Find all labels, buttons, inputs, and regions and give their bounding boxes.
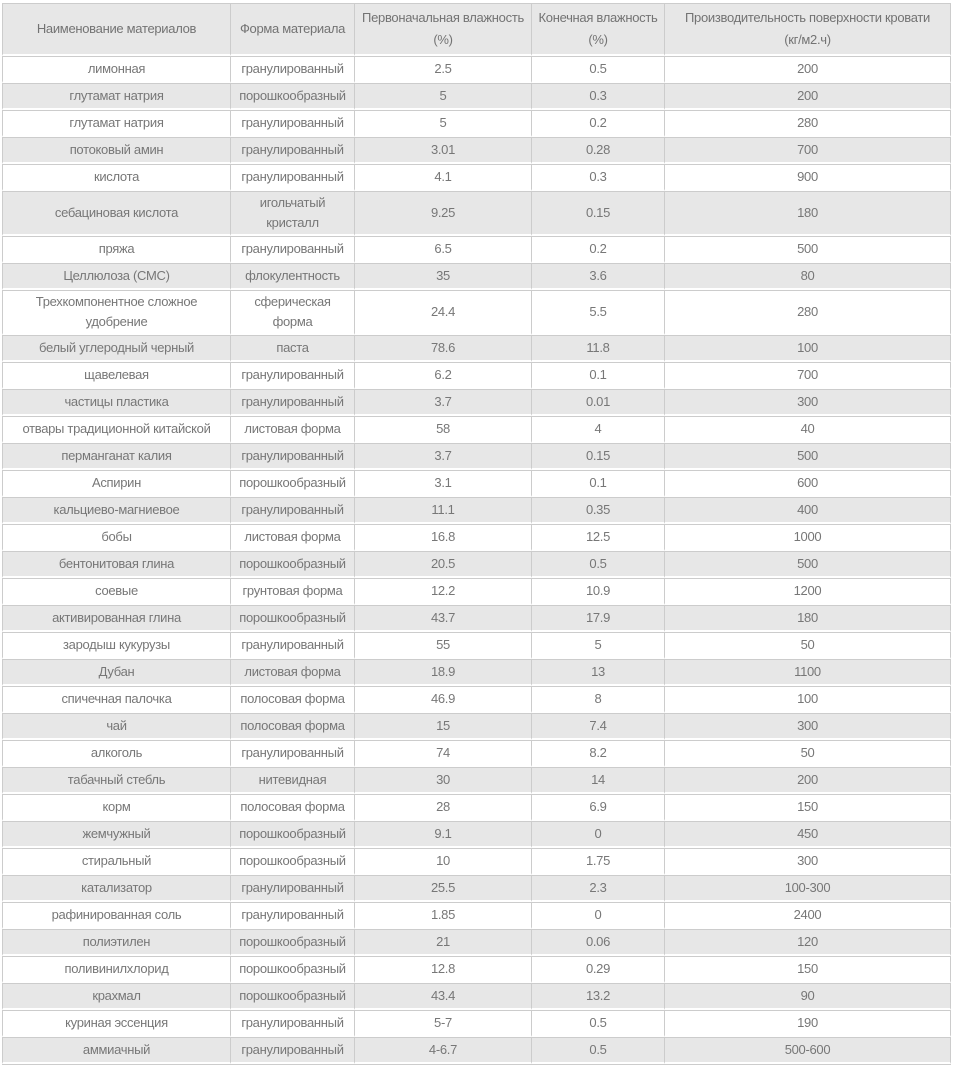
cell-material-name: жемчужный bbox=[2, 821, 231, 848]
column-header-5 bbox=[665, 3, 951, 56]
cell-material-name: табачный стебль bbox=[2, 767, 231, 794]
cell-material-name: поливинилхлорид bbox=[2, 956, 231, 983]
cell-final-moisture: 4 bbox=[532, 416, 665, 443]
cell-bed-surface-productivity: 100 bbox=[665, 335, 951, 362]
column-header-label: Наименование материалов bbox=[36, 21, 197, 36]
cell-final-moisture: 0.3 bbox=[532, 164, 665, 191]
cell-material-form: порошкообразный bbox=[231, 983, 355, 1010]
cell-material-name: кальциево-магниевое bbox=[2, 497, 231, 524]
cell-material-form: нитевидная bbox=[231, 767, 355, 794]
cell-bed-surface-productivity: 50 bbox=[665, 632, 951, 659]
cell-initial-moisture: 5 bbox=[355, 83, 532, 110]
cell-material-form: гранулированный bbox=[231, 56, 355, 83]
cell-material-form: гранулированный bbox=[231, 362, 355, 389]
table-row bbox=[2, 767, 951, 794]
table-row bbox=[2, 875, 951, 902]
cell-initial-moisture: 9.1 bbox=[355, 821, 532, 848]
cell-initial-moisture: 4.1 bbox=[355, 164, 532, 191]
cell-initial-moisture: 25.5 bbox=[355, 875, 532, 902]
cell-final-moisture: 0.5 bbox=[532, 1010, 665, 1037]
column-header-1 bbox=[2, 3, 231, 56]
cell-initial-moisture: 2.5 bbox=[355, 56, 532, 83]
cell-final-moisture: 0 bbox=[532, 821, 665, 848]
cell-final-moisture: 5.5 bbox=[532, 290, 665, 335]
cell-material-form: грунтовая форма bbox=[231, 578, 355, 605]
cell-material-form: гранулированный bbox=[231, 1010, 355, 1037]
cell-bed-surface-productivity: 40 bbox=[665, 416, 951, 443]
cell-bed-surface-productivity: 700 bbox=[665, 137, 951, 164]
column-header-label: Первоначальная влажность bbox=[362, 10, 524, 25]
cell-bed-surface-productivity: 80 bbox=[665, 263, 951, 290]
column-header-label: Производительность поверхности кровати bbox=[684, 10, 931, 25]
table-row bbox=[2, 137, 951, 164]
materials-table bbox=[2, 3, 951, 1065]
cell-bed-surface-productivity: 300 bbox=[665, 713, 951, 740]
cell-material-name: зародыш кукурузы bbox=[2, 632, 231, 659]
cell-initial-moisture: 16.8 bbox=[355, 524, 532, 551]
cell-initial-moisture: 6.2 bbox=[355, 362, 532, 389]
cell-final-moisture: 14 bbox=[532, 767, 665, 794]
cell-bed-surface-productivity: 300 bbox=[665, 389, 951, 416]
cell-final-moisture: 0.2 bbox=[532, 236, 665, 263]
table-header bbox=[2, 3, 951, 56]
cell-initial-moisture: 28 bbox=[355, 794, 532, 821]
cell-material-name: стиральный bbox=[2, 848, 231, 875]
table-row bbox=[2, 164, 951, 191]
cell-bed-surface-productivity: 900 bbox=[665, 164, 951, 191]
cell-bed-surface-productivity: 180 bbox=[665, 605, 951, 632]
table-row bbox=[2, 110, 951, 137]
cell-initial-moisture: 3.7 bbox=[355, 389, 532, 416]
table-row bbox=[2, 902, 951, 929]
cell-initial-moisture: 18.9 bbox=[355, 659, 532, 686]
cell-material-form: листовая форма bbox=[231, 524, 355, 551]
cell-bed-surface-productivity: 90 bbox=[665, 983, 951, 1010]
cell-final-moisture: 17.9 bbox=[532, 605, 665, 632]
cell-bed-surface-productivity: 200 bbox=[665, 767, 951, 794]
cell-bed-surface-productivity: 180 bbox=[665, 191, 951, 236]
cell-initial-moisture: 9.25 bbox=[355, 191, 532, 236]
cell-initial-moisture: 21 bbox=[355, 929, 532, 956]
table-row bbox=[2, 1037, 951, 1064]
cell-final-moisture: 0.15 bbox=[532, 191, 665, 236]
cell-initial-moisture: 10 bbox=[355, 848, 532, 875]
cell-material-name: Аспирин bbox=[2, 470, 231, 497]
cell-material-name: аммиачный bbox=[2, 1037, 231, 1064]
column-header-3 bbox=[355, 3, 532, 56]
table-row bbox=[2, 848, 951, 875]
cell-material-name: лимонная bbox=[2, 56, 231, 83]
cell-material-name: куриная эссенция bbox=[2, 1010, 231, 1037]
table-row bbox=[2, 686, 951, 713]
cell-material-name: отвары традиционной китайской bbox=[2, 416, 231, 443]
cell-bed-surface-productivity: 600 bbox=[665, 470, 951, 497]
cell-initial-moisture: 30 bbox=[355, 767, 532, 794]
table-row bbox=[2, 497, 951, 524]
cell-final-moisture: 13 bbox=[532, 659, 665, 686]
cell-initial-moisture: 12.8 bbox=[355, 956, 532, 983]
column-header-unit: (%) bbox=[588, 32, 608, 47]
table-row bbox=[2, 236, 951, 263]
cell-bed-surface-productivity: 1100 bbox=[665, 659, 951, 686]
table-row bbox=[2, 524, 951, 551]
cell-material-form: полосовая форма bbox=[231, 686, 355, 713]
table-row bbox=[2, 821, 951, 848]
cell-bed-surface-productivity: 500-600 bbox=[665, 1037, 951, 1064]
cell-initial-moisture: 55 bbox=[355, 632, 532, 659]
cell-bed-surface-productivity: 450 bbox=[665, 821, 951, 848]
table-row bbox=[2, 659, 951, 686]
cell-final-moisture: 2.3 bbox=[532, 875, 665, 902]
table-row bbox=[2, 191, 951, 236]
table-row bbox=[2, 983, 951, 1010]
table-row bbox=[2, 362, 951, 389]
cell-material-form: полосовая форма bbox=[231, 794, 355, 821]
table-row bbox=[2, 578, 951, 605]
cell-material-form: листовая форма bbox=[231, 659, 355, 686]
cell-bed-surface-productivity: 120 bbox=[665, 929, 951, 956]
cell-material-name: бобы bbox=[2, 524, 231, 551]
cell-bed-surface-productivity: 500 bbox=[665, 551, 951, 578]
cell-bed-surface-productivity: 280 bbox=[665, 110, 951, 137]
cell-material-name: белый углеродный черный bbox=[2, 335, 231, 362]
cell-final-moisture: 0.1 bbox=[532, 470, 665, 497]
materials-table-wrapper bbox=[2, 3, 951, 1065]
cell-final-moisture: 0.5 bbox=[532, 56, 665, 83]
table-row bbox=[2, 740, 951, 767]
cell-material-name: активированная глина bbox=[2, 605, 231, 632]
cell-final-moisture: 0.3 bbox=[532, 83, 665, 110]
cell-material-form: порошкообразный bbox=[231, 551, 355, 578]
cell-material-form: игольчатый кристалл bbox=[231, 191, 355, 236]
table-row bbox=[2, 470, 951, 497]
cell-bed-surface-productivity: 190 bbox=[665, 1010, 951, 1037]
cell-material-name: перманганат калия bbox=[2, 443, 231, 470]
cell-initial-moisture: 20.5 bbox=[355, 551, 532, 578]
cell-material-form: гранулированный bbox=[231, 740, 355, 767]
table-body bbox=[2, 56, 951, 1064]
table-row bbox=[2, 605, 951, 632]
cell-material-form: паста bbox=[231, 335, 355, 362]
cell-bed-surface-productivity: 1000 bbox=[665, 524, 951, 551]
cell-material-form: гранулированный bbox=[231, 632, 355, 659]
cell-material-form: гранулированный bbox=[231, 110, 355, 137]
cell-material-form: порошкообразный bbox=[231, 470, 355, 497]
cell-initial-moisture: 12.2 bbox=[355, 578, 532, 605]
cell-material-name: чай bbox=[2, 713, 231, 740]
cell-material-form: гранулированный bbox=[231, 1037, 355, 1064]
cell-material-form: гранулированный bbox=[231, 236, 355, 263]
cell-bed-surface-productivity: 300 bbox=[665, 848, 951, 875]
cell-initial-moisture: 11.1 bbox=[355, 497, 532, 524]
cell-initial-moisture: 24.4 bbox=[355, 290, 532, 335]
cell-final-moisture: 8.2 bbox=[532, 740, 665, 767]
cell-material-name: глутамат натрия bbox=[2, 83, 231, 110]
cell-final-moisture: 0.1 bbox=[532, 362, 665, 389]
cell-material-name: щавелевая bbox=[2, 362, 231, 389]
table-row bbox=[2, 1010, 951, 1037]
column-header-unit: (кг/м2.ч) bbox=[784, 32, 831, 47]
header-row bbox=[2, 3, 951, 56]
cell-bed-surface-productivity: 50 bbox=[665, 740, 951, 767]
cell-final-moisture: 0.06 bbox=[532, 929, 665, 956]
cell-final-moisture: 7.4 bbox=[532, 713, 665, 740]
cell-initial-moisture: 78.6 bbox=[355, 335, 532, 362]
cell-bed-surface-productivity: 200 bbox=[665, 83, 951, 110]
cell-final-moisture: 0 bbox=[532, 902, 665, 929]
cell-initial-moisture: 74 bbox=[355, 740, 532, 767]
column-header-label: Форма материала bbox=[239, 21, 346, 36]
table-row bbox=[2, 56, 951, 83]
cell-material-form: порошкообразный bbox=[231, 821, 355, 848]
cell-material-name: корм bbox=[2, 794, 231, 821]
cell-initial-moisture: 46.9 bbox=[355, 686, 532, 713]
cell-material-form: порошкообразный bbox=[231, 605, 355, 632]
cell-bed-surface-productivity: 150 bbox=[665, 794, 951, 821]
cell-material-form: гранулированный bbox=[231, 164, 355, 191]
cell-final-moisture: 12.5 bbox=[532, 524, 665, 551]
cell-final-moisture: 0.01 bbox=[532, 389, 665, 416]
cell-material-form: порошкообразный bbox=[231, 956, 355, 983]
cell-material-name: Трехкомпонентное сложное удобрение bbox=[2, 290, 231, 335]
table-row bbox=[2, 929, 951, 956]
cell-material-form: порошкообразный bbox=[231, 848, 355, 875]
cell-material-name: пряжа bbox=[2, 236, 231, 263]
cell-material-name: частицы пластика bbox=[2, 389, 231, 416]
cell-bed-surface-productivity: 500 bbox=[665, 443, 951, 470]
cell-bed-surface-productivity: 500 bbox=[665, 236, 951, 263]
table-row bbox=[2, 551, 951, 578]
table-row bbox=[2, 443, 951, 470]
cell-final-moisture: 11.8 bbox=[532, 335, 665, 362]
column-header-label: Конечная влажность bbox=[538, 10, 658, 25]
cell-material-name: кислота bbox=[2, 164, 231, 191]
cell-bed-surface-productivity: 2400 bbox=[665, 902, 951, 929]
cell-final-moisture: 8 bbox=[532, 686, 665, 713]
cell-material-form: гранулированный bbox=[231, 497, 355, 524]
cell-final-moisture: 1.75 bbox=[532, 848, 665, 875]
cell-material-form: полосовая форма bbox=[231, 713, 355, 740]
table-row bbox=[2, 632, 951, 659]
cell-material-name: полиэтилен bbox=[2, 929, 231, 956]
table-row bbox=[2, 956, 951, 983]
cell-final-moisture: 6.9 bbox=[532, 794, 665, 821]
cell-material-form: порошкообразный bbox=[231, 929, 355, 956]
cell-material-name: катализатор bbox=[2, 875, 231, 902]
cell-material-name: Дубан bbox=[2, 659, 231, 686]
cell-final-moisture: 0.35 bbox=[532, 497, 665, 524]
table-row bbox=[2, 335, 951, 362]
cell-material-form: гранулированный bbox=[231, 137, 355, 164]
cell-material-name: крахмал bbox=[2, 983, 231, 1010]
cell-material-name: Целлюлоза (СМС) bbox=[2, 263, 231, 290]
cell-material-name: рафинированная соль bbox=[2, 902, 231, 929]
cell-bed-surface-productivity: 150 bbox=[665, 956, 951, 983]
cell-initial-moisture: 5-7 bbox=[355, 1010, 532, 1037]
cell-material-form: порошкообразный bbox=[231, 83, 355, 110]
cell-final-moisture: 0.2 bbox=[532, 110, 665, 137]
cell-material-form: гранулированный bbox=[231, 902, 355, 929]
cell-material-name: соевые bbox=[2, 578, 231, 605]
cell-final-moisture: 0.28 bbox=[532, 137, 665, 164]
cell-bed-surface-productivity: 280 bbox=[665, 290, 951, 335]
cell-bed-surface-productivity: 700 bbox=[665, 362, 951, 389]
cell-initial-moisture: 5 bbox=[355, 110, 532, 137]
table-row bbox=[2, 416, 951, 443]
cell-material-form: флокулентность bbox=[231, 263, 355, 290]
cell-material-name: потоковый амин bbox=[2, 137, 231, 164]
column-header-4 bbox=[532, 3, 665, 56]
cell-initial-moisture: 58 bbox=[355, 416, 532, 443]
cell-bed-surface-productivity: 100 bbox=[665, 686, 951, 713]
cell-material-name: глутамат натрия bbox=[2, 110, 231, 137]
column-header-unit: (%) bbox=[433, 32, 453, 47]
cell-material-form: сферическая форма bbox=[231, 290, 355, 335]
cell-final-moisture: 0.15 bbox=[532, 443, 665, 470]
cell-final-moisture: 10.9 bbox=[532, 578, 665, 605]
cell-material-name: себациновая кислота bbox=[2, 191, 231, 236]
cell-bed-surface-productivity: 1200 bbox=[665, 578, 951, 605]
cell-final-moisture: 0.29 bbox=[532, 956, 665, 983]
cell-final-moisture: 0.5 bbox=[532, 1037, 665, 1064]
cell-final-moisture: 5 bbox=[532, 632, 665, 659]
cell-initial-moisture: 6.5 bbox=[355, 236, 532, 263]
cell-initial-moisture: 35 bbox=[355, 263, 532, 290]
cell-initial-moisture: 4-6.7 bbox=[355, 1037, 532, 1064]
cell-material-name: алкоголь bbox=[2, 740, 231, 767]
table-row bbox=[2, 83, 951, 110]
cell-bed-surface-productivity: 200 bbox=[665, 56, 951, 83]
cell-bed-surface-productivity: 100-300 bbox=[665, 875, 951, 902]
cell-initial-moisture: 43.7 bbox=[355, 605, 532, 632]
cell-initial-moisture: 15 bbox=[355, 713, 532, 740]
cell-initial-moisture: 3.7 bbox=[355, 443, 532, 470]
cell-bed-surface-productivity: 400 bbox=[665, 497, 951, 524]
table-row bbox=[2, 713, 951, 740]
cell-initial-moisture: 3.1 bbox=[355, 470, 532, 497]
cell-material-name: спичечная палочка bbox=[2, 686, 231, 713]
table-row bbox=[2, 290, 951, 335]
cell-initial-moisture: 3.01 bbox=[355, 137, 532, 164]
column-header-2 bbox=[231, 3, 355, 56]
cell-material-name: бентонитовая глина bbox=[2, 551, 231, 578]
table-row bbox=[2, 794, 951, 821]
cell-material-form: листовая форма bbox=[231, 416, 355, 443]
cell-initial-moisture: 43.4 bbox=[355, 983, 532, 1010]
table-row bbox=[2, 389, 951, 416]
cell-final-moisture: 3.6 bbox=[532, 263, 665, 290]
cell-material-form: гранулированный bbox=[231, 389, 355, 416]
cell-material-form: гранулированный bbox=[231, 875, 355, 902]
cell-initial-moisture: 1.85 bbox=[355, 902, 532, 929]
cell-material-form: гранулированный bbox=[231, 443, 355, 470]
cell-final-moisture: 13.2 bbox=[532, 983, 665, 1010]
cell-final-moisture: 0.5 bbox=[532, 551, 665, 578]
table-row bbox=[2, 263, 951, 290]
